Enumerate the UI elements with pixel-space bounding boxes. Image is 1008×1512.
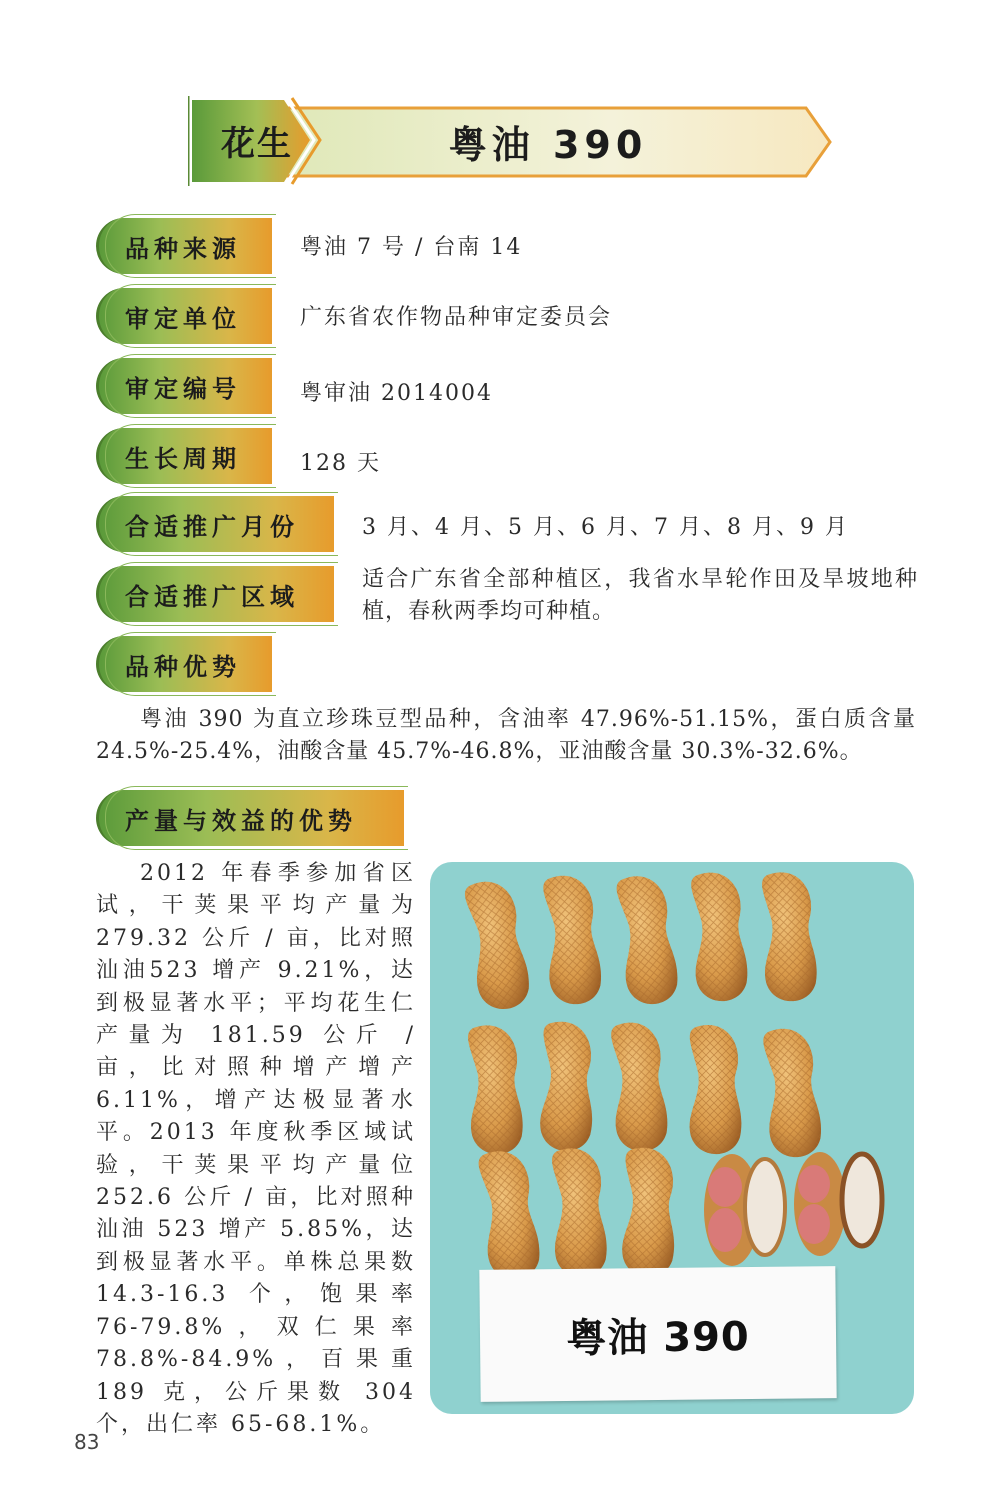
field-label-source: 品种来源 xyxy=(96,218,272,274)
variety-label-card xyxy=(479,1266,836,1402)
field-value-source: 粤油 7 号 / 台南 14 xyxy=(300,235,523,260)
field-label-growth-period: 生长周期 xyxy=(96,428,272,484)
field-value-approval-no: 粤审油 2014004 xyxy=(300,381,493,406)
card-variety-name: 粤油 390 xyxy=(566,1313,750,1362)
field-value-region: 适合广东省全部种植区，我省水旱轮作田及旱坡地种植，春秋两季均可种植。 xyxy=(362,567,918,624)
yield-text: 2012 年春季参加省区试，干荚果平均产量为 279.32 公斤 / 亩，比对照汕油523 增产 9.21%，达到极显著水平；平均花生仁产量为 181.59 公斤 / 亩，比对照种增产增产 6.11%，增产达极显著水平。2013 年度秋季区域试验，干荚果平均产量位 252.6 公斤 / 亩，比对照种汕油 523 增产 5.85%，达到极显著水平。单株总果数 14.3-16.3 个，饱果率 76-79.8%，双仁果率 78.8%-84.9%，百果重 189 克，公斤果数 304 个，出仁率 65-68.1%。 xyxy=(96,861,416,1437)
advantage-label: 品种优势 xyxy=(96,636,272,692)
opened-pod-1 xyxy=(704,1154,785,1266)
field-label-region: 合适推广区域 xyxy=(96,566,334,622)
yield-label: 产量与效益的优势 xyxy=(96,790,404,846)
title-banner xyxy=(188,96,838,188)
field-value-authority: 广东省农作物品种审定委员会 xyxy=(300,305,613,330)
advantage-text: 粤油 390 为直立珍珠豆型品种，含油率 47.96%-51.15%，蛋白质含量 24.5%-25.4%，油酸含量 45.7%-46.8%，亚油酸含量 30.3%-32.6%。 xyxy=(96,707,916,764)
field-label-approval-no: 审定编号 xyxy=(96,358,272,414)
opened-pod-2 xyxy=(794,1152,882,1256)
category-label: 花生 xyxy=(221,124,293,164)
field-value-growth-period: 128 天 xyxy=(300,451,381,476)
field-label-months: 合适推广月份 xyxy=(96,496,334,552)
field-value-months: 3 月、4 月、5 月、6 月、7 月、8 月、9 月 xyxy=(362,515,849,540)
peanut-photo xyxy=(430,862,914,1414)
page-number: 83 xyxy=(74,1430,100,1454)
field-label-authority: 审定单位 xyxy=(96,288,272,344)
variety-title: 粤油 390 xyxy=(448,123,648,167)
